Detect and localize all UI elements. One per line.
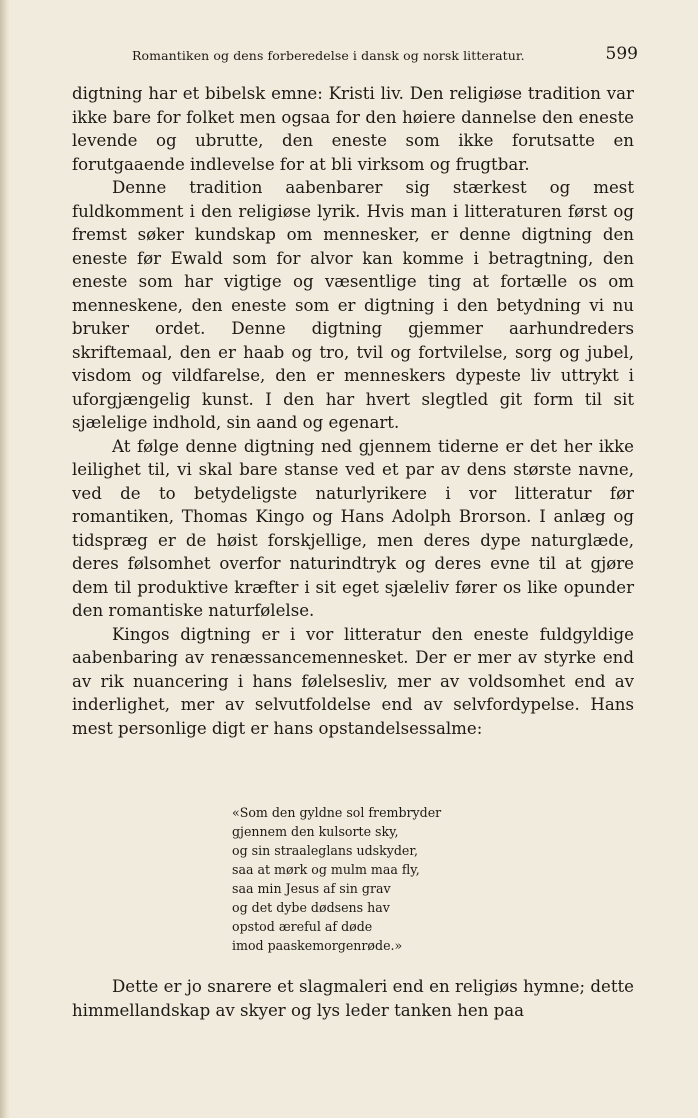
page-spine-shadow [0, 0, 10, 1118]
after-poem-text [72, 975, 634, 1023]
paragraph: Denne tradition aabenbarer sig stærkest og mest fuldkomment i den religiøse lyrik. Hvis man i litteraturen først og fremst søker kundskap om mennesker, er denne digtning den eneste før Ewald som for alvor kan komme i betragtning, den eneste som har vigtige og væsentlige ting at fortælle os om menneskene, den eneste som er digtning i den betydning vi nu bruker ordet. Denne digtning gjemmer aarhundreders skriftemaal, den er haab og tro, tvil og fortvilelse, sorg og jubel, visdom og vildfarelse, den er menneskers dypeste liv uttrykt i uforgjængelig kunst. I den har hvert slegtled git form til sit sjælelige indhold, sin aand og egenart. [72, 178, 634, 432]
page-number: 599 [605, 44, 638, 64]
paragraph: Kingos digtning er i vor litteratur den eneste fuldgyldige aabenbaring av renæssancemennesket. Der er mer av styrke end av rik nuancering i hans følelsesliv, mer av voldsomhet end av inderlighet, mer av selvutfoldelse end av selvfordypelse. Hans mest personlige digt er hans opstandelsessalme: [72, 624, 634, 738]
body-text [72, 82, 634, 740]
poem-line: imod paaskemorgenrøde.» [232, 938, 403, 953]
poem-line: saa min Jesus af sin grav [232, 881, 391, 896]
poem-line: opstod æreful af døde [232, 919, 373, 934]
paragraph: At følge denne digtning ned gjennem tiderne er det her ikke leilighet til, vi skal bare stanse ved et par av dens største navne, ved de to betydeligste naturlyrikere i vor litteratur før romantiken, Thomas Kingo og Hans Adolph Brorson. I anlæg og tidspræg er de høist forskjellige, men deres dype naturglæde, deres følsomhet overfor naturindtryk og deres evne til at gjøre dem til produktive kræfter i sit eget sjæleliv fører os like opunder den romantiske naturfølelse. [72, 436, 634, 620]
poem-line: gjennem den kulsorte sky, [232, 824, 399, 839]
poem-line: saa at mørk og mulm maa fly, [232, 862, 420, 877]
running-title: Romantiken og dens forberedelse i dansk og norsk litteratur. [132, 48, 525, 63]
poem-line: og sin straaleglans udskyder, [232, 843, 419, 858]
poem-line: og det dybe dødsens hav [232, 900, 390, 915]
poem-line: «Som den gyldne sol frembryder [232, 805, 442, 820]
poem-quote [232, 803, 532, 955]
page-header [132, 42, 638, 68]
paragraph-continuation: digtning har et bibelsk emne: Kristi liv. Den religiøse tradition var ikke bare for folket men ogsaa for den høiere dannelse den eneste levende og ubrutte, den eneste som ikke forutsatte en forutgaaende indlevelse for at bli virksom og frugtbar. [72, 84, 634, 174]
paragraph: Dette er jo snarere et slagmaleri end en religiøs hymne; dette himmellandskap av skyer og lys leder tanken hen paa [72, 977, 634, 1020]
